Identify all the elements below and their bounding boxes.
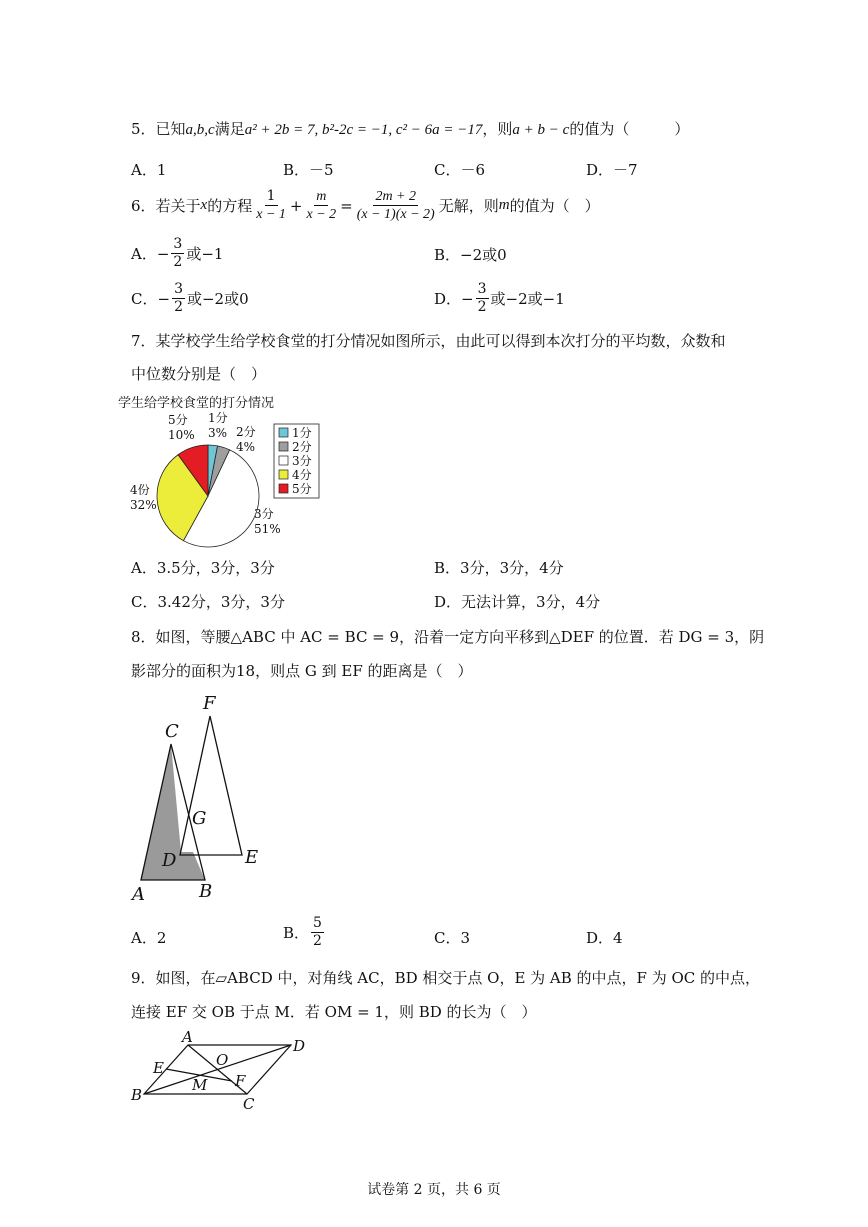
q8-opt-b-fraction	[311, 915, 324, 950]
q6-opt-d-label: D．	[434, 290, 462, 308]
slice-percent-2: 4%	[236, 440, 256, 454]
q6-number-text: 6．若关于	[131, 197, 201, 215]
pie-slices	[157, 445, 259, 547]
q6-opt-a-sign: −	[156, 244, 170, 263]
q5-option-d[interactable]: D．－7	[586, 161, 638, 179]
label-f: F	[203, 693, 216, 714]
label-b: B	[131, 1086, 143, 1104]
slice-label-4: 4份	[130, 483, 150, 497]
q6-opt-d-sign: −	[461, 289, 474, 308]
q6-fraction-1	[254, 188, 288, 223]
q6-opt-a-fraction	[171, 236, 184, 271]
q8-opt-b-label: B．	[283, 924, 310, 942]
q7-pie-chart	[118, 390, 348, 550]
q6-opt-a-num: 3	[173, 236, 183, 252]
q6-opt-a-label: A．	[131, 245, 157, 263]
label-f: F	[235, 1072, 246, 1090]
label-c: C	[165, 721, 179, 742]
legend-entry-3: 3分	[292, 454, 312, 468]
slice-label-3: 3分	[254, 507, 274, 521]
q7-option-d[interactable]: D．无法计算，3分，4分	[434, 593, 601, 611]
q6-f1-numerator: 1	[266, 188, 276, 204]
legend-swatch-3	[279, 456, 288, 465]
q5-vars: a,b,c	[185, 122, 215, 138]
label-e: E	[153, 1059, 164, 1077]
label-d: D	[293, 1037, 306, 1055]
q6-opt-c-label: C．	[131, 290, 158, 308]
q6-f3-numerator: 2m + 2	[375, 189, 416, 204]
page-footer: 试卷第 2 页，共 6 页	[367, 1182, 501, 1198]
label-g: G	[192, 808, 207, 829]
q5-option-b[interactable]: B．－5	[283, 161, 334, 179]
q7-option-b[interactable]: B．3分，3分，4分	[434, 559, 564, 577]
q8-triangle-figure	[125, 690, 275, 905]
q6-f1-denominator: x − 1	[256, 207, 286, 222]
q6-opt-a-tail: 或−1	[186, 245, 224, 263]
q8-option-a[interactable]: A．2	[131, 929, 167, 947]
q6-fraction-3	[355, 188, 437, 223]
q6-opt-d-fraction	[476, 281, 489, 316]
q6-opt-c-den: 2	[174, 299, 183, 315]
q6-f2-numerator: m	[316, 189, 327, 204]
q6-option-b[interactable]: B．−2或0	[434, 246, 507, 264]
q6-opt-d-den: 2	[477, 299, 487, 315]
q8-stem-line1: 8．如图，等腰△ABC 中 AC = BC = 9，沿着一定方向平移到△DEF 的位置．若 DG = 3，阴	[131, 628, 765, 646]
q8-opt-b-den: 2	[313, 933, 322, 949]
label-a: A	[182, 1028, 193, 1046]
q5-number-text: 5．已知	[131, 120, 186, 138]
q9-parallelogram-figure	[125, 1028, 325, 1113]
q5-stem	[131, 118, 689, 139]
q6-opt-d-tail: 或−2或−1	[490, 290, 565, 308]
q6-option-a[interactable]	[131, 236, 223, 271]
label-c: C	[243, 1095, 255, 1113]
label-e: E	[245, 847, 259, 868]
q5-option-a[interactable]: A．1	[131, 161, 167, 179]
slice-percent-1: 3%	[208, 426, 228, 440]
q5-equations: a² + 2b = 7, b²-2c = −1, c² − 6a = −17	[244, 122, 483, 138]
q6-opt-c-sign: −	[157, 289, 171, 308]
triangle-def	[180, 716, 242, 855]
legend-entry-4: 4分	[292, 468, 312, 482]
chart-title: 学生给学校食堂的打分情况	[118, 396, 275, 411]
q9-stem-line1: 9．如图，在▱ABCD 中，对角线 AC，BD 相交于点 O，E 为 AB 的中点，F 为 OC 的中点，	[131, 969, 761, 987]
legend-swatch-4	[279, 470, 288, 479]
q6-opt-c-tail: 或−2或0	[186, 290, 249, 308]
q6-var-m: m	[498, 197, 510, 213]
legend-swatch-5	[279, 484, 288, 493]
legend-entry-1: 1分	[292, 426, 312, 440]
q6-text-d: 的值为（ ）	[509, 197, 600, 215]
q6-equals: =	[340, 196, 353, 215]
q6-plus: +	[289, 196, 303, 215]
label-m: M	[192, 1076, 208, 1094]
q7-stem-line1: 7．某学校学生给学校食堂的打分情况如图所示，由此可以得到本次打分的平均数，众数和	[131, 332, 726, 350]
q6-text-c: 无解，则	[438, 197, 499, 215]
q6-option-d[interactable]	[434, 281, 565, 316]
legend-swatch-2	[279, 442, 288, 451]
q6-opt-d-num: 3	[477, 281, 487, 297]
q8-option-c[interactable]: C．3	[434, 929, 471, 947]
q7-option-c[interactable]: C．3.42分，3分，3分	[131, 593, 285, 611]
q7-option-a[interactable]: A．3.5分，3分，3分	[131, 559, 275, 577]
slice-percent-5: 10%	[168, 428, 195, 442]
label-a: A	[132, 884, 145, 905]
q9-stem-line2: 连接 EF 交 OB 于点 M．若 OM = 1，则 BD 的长为（ ）	[131, 1003, 537, 1021]
q8-option-b[interactable]	[283, 915, 326, 950]
q8-stem-line2: 影部分的面积为18，则点 G 到 EF 的距离是（ ）	[131, 662, 473, 680]
slice-label-2: 2分	[236, 425, 256, 439]
q6-f3-denominator: (x − 1)(x − 2)	[356, 207, 435, 222]
q5-text-c: ，则	[482, 120, 513, 138]
q6-var-x: x	[200, 197, 208, 213]
slice-label-5: 5分	[168, 413, 188, 427]
q6-option-c[interactable]	[131, 281, 249, 316]
q6-stem	[131, 188, 600, 223]
slice-percent-3: 51%	[254, 522, 281, 536]
label-o: O	[216, 1051, 229, 1069]
q6-fraction-2	[304, 188, 338, 223]
q5-expression: a + b − c	[512, 122, 570, 138]
legend-entry-5: 5分	[292, 482, 312, 496]
q6-text-b: 的方程	[207, 197, 253, 215]
q6-opt-c-fraction	[172, 281, 185, 316]
chart-legend	[274, 424, 319, 498]
q6-opt-a-den: 2	[173, 254, 183, 270]
label-b: B	[199, 881, 213, 902]
q8-option-d[interactable]: D．4	[586, 929, 623, 947]
q5-text-d: 的值为（ ）	[569, 120, 690, 138]
q7-stem-line2: 中位数分别是（ ）	[131, 365, 267, 383]
slice-label-1: 1分	[208, 411, 228, 425]
slice-percent-4: 32%	[130, 498, 157, 512]
legend-swatch-1	[279, 428, 288, 437]
q6-opt-c-num: 3	[174, 281, 183, 297]
legend-entry-2: 2分	[292, 440, 312, 454]
q5-text-b: 满足	[214, 120, 245, 138]
q5-option-c[interactable]: C．－6	[434, 161, 486, 179]
q6-f2-denominator: x − 2	[306, 207, 337, 222]
q8-opt-b-num: 5	[313, 915, 322, 931]
label-d: D	[162, 850, 177, 871]
